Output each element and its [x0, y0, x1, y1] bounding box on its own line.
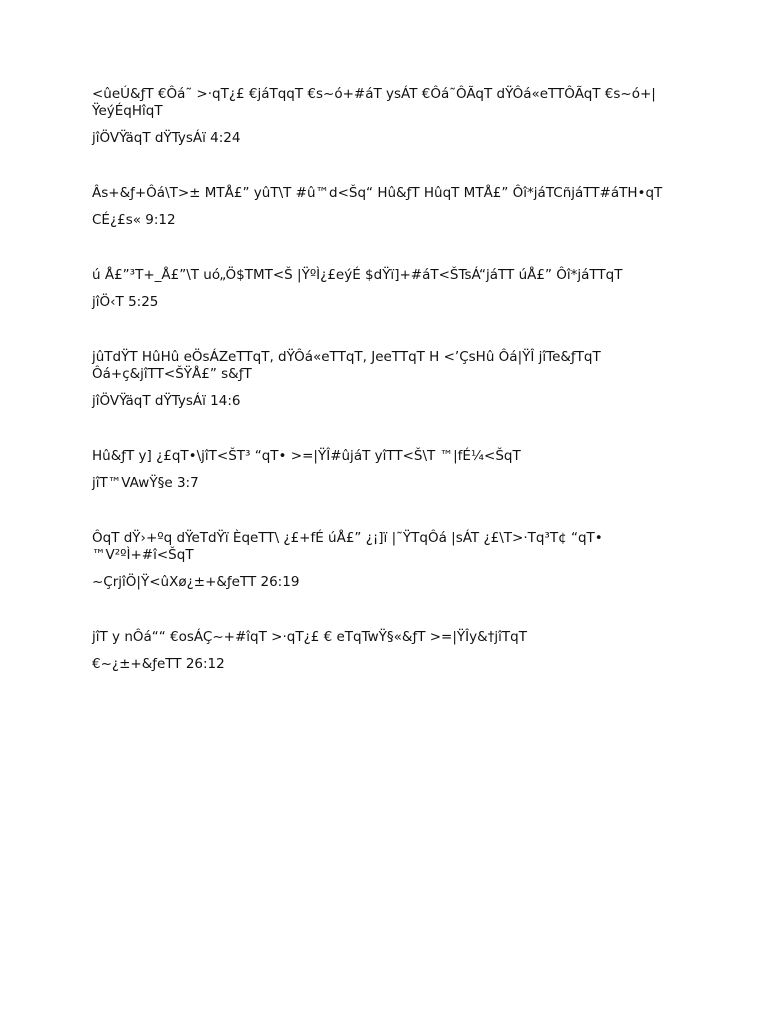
verse-entry [92, 530, 672, 591]
verse-text: <ûeÚ&ƒT €Ôá˜ >·qT¿£ €jáTqqT €s~ó+#áT ysÁT €Ôá˜ÔÃqT dŸÔá«eTTÔÃqT €s~ó+|ŸeýÉqHîqT [92, 86, 656, 119]
verse-reference: CÉ¿£s« 9:12 [92, 212, 176, 228]
verse-entry [92, 448, 672, 492]
verse-reference: jîT™VAwŸ§e 3:7 [92, 475, 199, 491]
verse-reference: jîÖ‹T 5:25 [92, 294, 159, 310]
verse-entry [92, 185, 672, 229]
verse-text: Âs+&ƒ+Ôá\T>± MTÅ£” yûT\T #û™d<Šq“ Hû&ƒT HûqT MTÅ£” Ôî*jáTCñjáTT#áTH•qT [92, 185, 663, 201]
verse-text: jîT y nÔá““ €osÁÇ~+#îqT >·qT¿£ € eTqTwŸ§«&ƒT >=|ŸÎy&†jîTqT [92, 629, 527, 645]
verse-reference: €~¿±+&ƒeTT 26:12 [92, 656, 225, 672]
verse-entry [92, 267, 672, 311]
verse-text: Hû&ƒT y] ¿£qT•\jîT<ŠT³ “qT• >=|ŸÎ#ûjáT yîTT<Š\T ™|fÉ¼<ŠqT [92, 448, 521, 464]
document-page [92, 86, 672, 711]
verse-entry [92, 349, 672, 410]
verse-entry [92, 86, 672, 147]
closing-verse-entry [92, 629, 672, 673]
verse-reference: jîÖVŸäqT dŸTysÁï 4:24 [92, 130, 241, 146]
verse-reference: jîÖVŸäqT dŸTysÁï 14:6 [92, 393, 241, 409]
verse-text: ú Å£”³T+_Å£”\T uó„Ö$TMT<Š |ŸºÌ¿£eýÉ $dŸï]+#áT<ŠTsÁ“jáTT úÅ£” Ôî*jáTTqT [92, 267, 623, 283]
verse-text: ÔqT dŸ›+ºq dŸeTdŸï ÈqeTT\ ¿£+fÉ úÅ£” ¿¡]ï |˜ŸTqÔá |sÁT ¿£\T>·Tq³T¢ “qT• ™V²ºÌ+#î<ŠqT [92, 530, 603, 563]
verse-reference: ~ÇrjîÖ|Ÿ<ûXø¿±+&ƒeTT 26:19 [92, 574, 300, 590]
verse-text: jûTdŸT HûHû eÖsÁZeTTqT, dŸÔá«eTTqT, JeeTTqT H <’ÇsHû Ôá|ŸÎ jîTe&ƒTqT Ôá+ç&jîTT<ŠŸÅ£” s&ƒT [92, 349, 601, 382]
